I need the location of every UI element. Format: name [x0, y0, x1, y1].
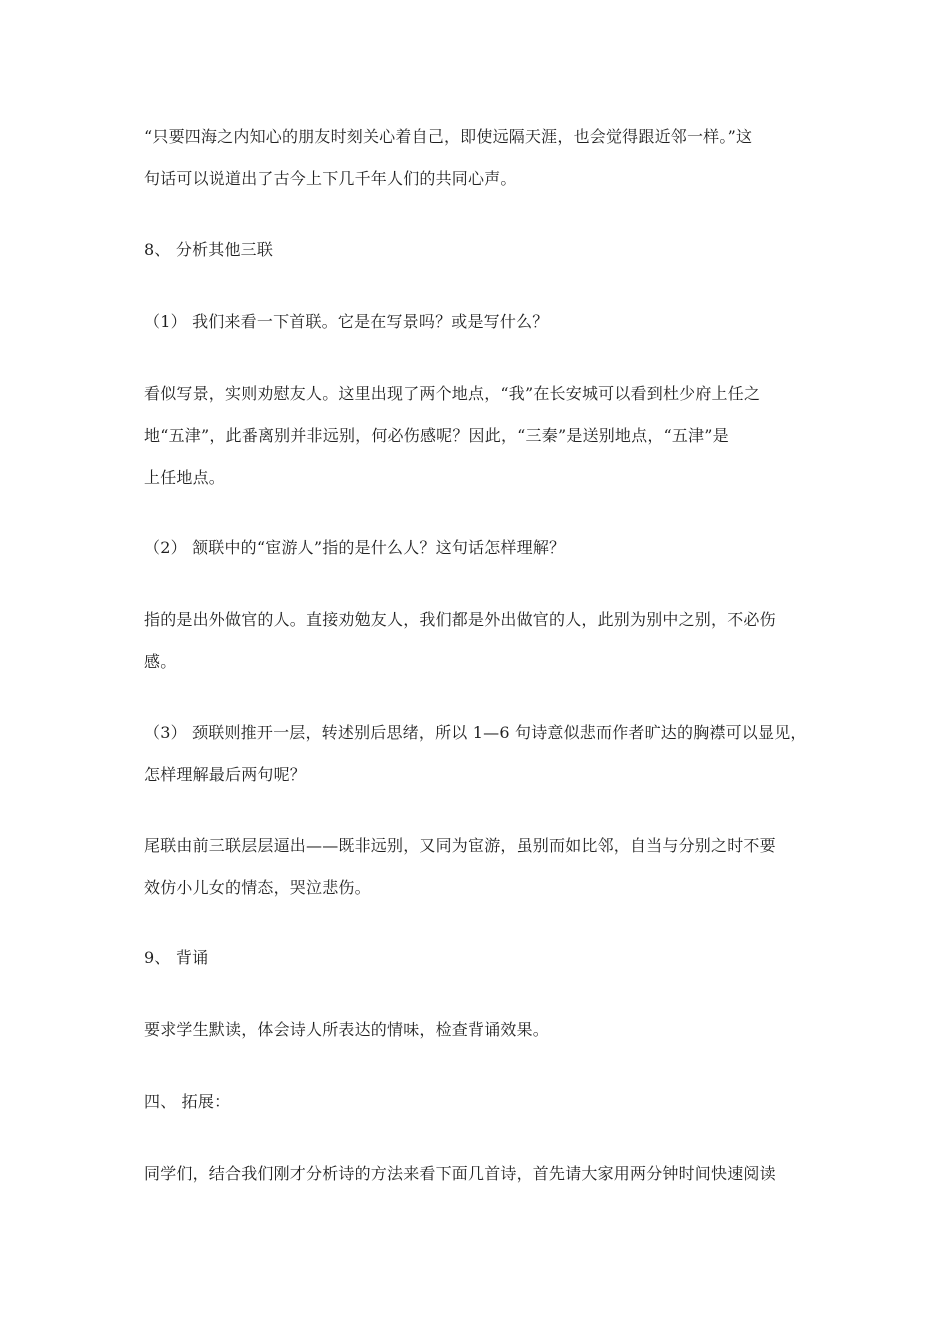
question-text: （1） 我们来看一下首联。它是在写景吗？或是写什么？	[144, 312, 549, 331]
answer-1	[144, 373, 816, 499]
answer-2	[144, 599, 816, 683]
heading-text: 四、 拓展：	[144, 1092, 231, 1111]
answer-3	[144, 825, 816, 909]
paragraph-line: 效仿小儿女的情态，哭泣悲伤。	[144, 878, 371, 897]
paragraph-line: 看似写景，实则劝慰友人。这里出现了两个地点，“我”在长安城可以看到杜少府上任之	[144, 384, 761, 403]
paragraph-line: “只要四海之内知心的朋友时刻关心着自己，即使远隔天涯，也会觉得跟近邻一样。”这	[144, 127, 753, 146]
section-4-body	[144, 1153, 816, 1195]
paragraph-line: 尾联由前三联层层逼出——既非远别，又同为宦游，虽别而如比邻，自当与分别之时不要	[144, 836, 776, 855]
paragraph-line: 句话可以说道出了古今上下几千年人们的共同心声。	[144, 169, 517, 188]
paragraph-line: 指的是出外做官的人。直接劝勉友人，我们都是外出做官的人，此别为别中之别，不必伤	[144, 610, 776, 629]
paragraph-line: 同学们，结合我们刚才分析诗的方法来看下面几首诗，首先请大家用两分钟时间快速阅读	[144, 1164, 776, 1183]
heading-text: 8、 分析其他三联	[144, 240, 274, 259]
paragraph-line: 要求学生默读，体会诗人所表达的情味，检查背诵效果。	[144, 1020, 550, 1039]
question-3	[144, 712, 816, 796]
paragraph-line: 上任地点。	[144, 468, 226, 487]
quote-paragraph	[144, 116, 816, 200]
section-9-heading	[144, 937, 816, 979]
section-9-body	[144, 1009, 816, 1051]
section-4-heading	[144, 1081, 816, 1123]
question-text: （3） 颈联则推开一层，转述别后思绪，所以 1—6 句诗意似悲而作者旷达的胸襟可以显见，	[144, 723, 807, 742]
question-text: （2） 颔联中的“宦游人”指的是什么人？这句话怎样理解？	[144, 538, 566, 557]
paragraph-line: 感。	[144, 652, 177, 671]
section-8-heading	[144, 229, 816, 271]
question-2	[144, 527, 816, 569]
question-1	[144, 301, 816, 343]
paragraph-line: 地“五津”，此番离别并非远别，何必伤感呢？因此，“三秦”是送别地点，“五津”是	[144, 426, 729, 445]
question-text: 怎样理解最后两句呢？	[144, 765, 307, 784]
heading-text: 9、 背诵	[144, 948, 209, 967]
